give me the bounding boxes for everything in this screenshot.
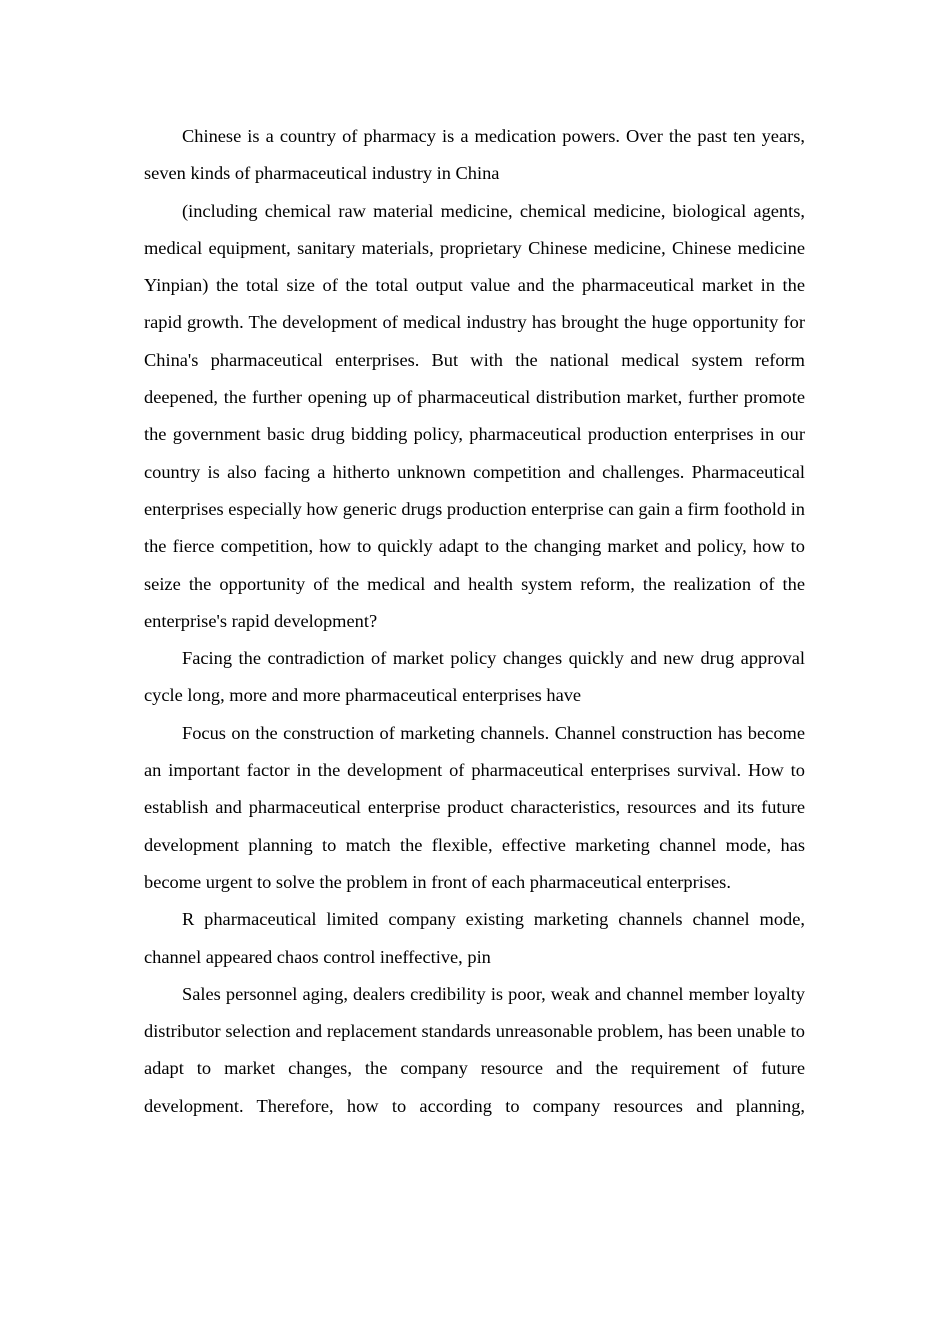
paragraph-company-channels: R pharmaceutical limited company existing marketing channels channel mode, channel appeared chaos control ineffective, pin (144, 909, 805, 967)
document-page (144, 118, 805, 1125)
paragraph-marketing-channels: Focus on the construction of marketing channels. Channel construction has become an important factor in the development of pharmaceutical enterprises survival. How to establish and pharmaceutical enterprise product characteristics, resources and its future development planning to match the flexible, effective marketing channel mode, has become urgent to solve the problem in front of each pharmaceutical enterprises. (144, 722, 805, 892)
paragraph-intro: Chinese is a country of pharmacy is a medication powers. Over the past ten years, seven kinds of pharmaceutical industry in China (144, 126, 805, 184)
paragraph-sales-personnel: Sales personnel aging, dealers credibility is poor, weak and channel member loyalty distributor selection and replacement standards unreasonable problem, has been unable to adapt to market changes, the company resource and the requirement of future development. Therefore, how to according to company resources and planning, (144, 983, 805, 1116)
paragraph-industry-categories: (including chemical raw material medicine, chemical medicine, biological agents, medical equipment, sanitary materials, proprietary Chinese medicine, Chinese medicine Yinpian) the total size of the total output value and the pharmaceutical market in the rapid growth. The development of medical industry has brought the huge opportunity for China's pharmaceutical enterprises. But with the national medical system reform deepened, the further opening up of pharmaceutical distribution market, further promote the government basic drug bidding policy, pharmaceutical production enterprises in our country is also facing a hitherto unknown competition and challenges. Pharmaceutical enterprises especially how generic drugs production enterprise can gain a firm foothold in the fierce competition, how to quickly adapt to the changing market and policy, how to seize the opportunity of the medical and health system reform, the realization of the enterprise's rapid development? (144, 200, 805, 631)
paragraph-market-policy: Facing the contradiction of market policy changes quickly and new drug approval cycle long, more and more pharmaceutical enterprises have (144, 648, 805, 706)
